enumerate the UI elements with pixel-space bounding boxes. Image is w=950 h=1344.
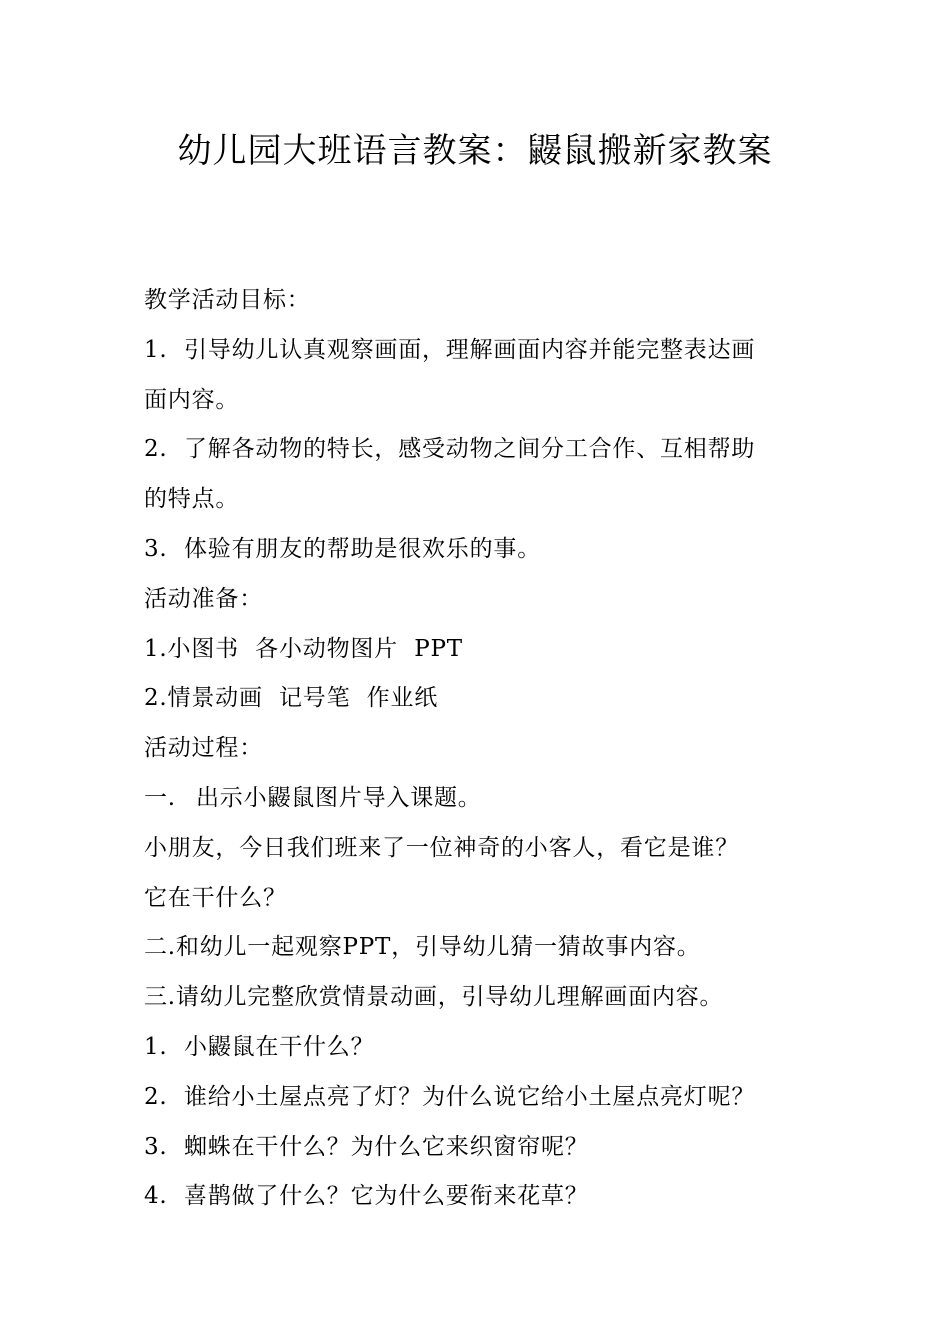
line-text: 谁给小土屋点亮了灯？为什么说它给小土屋点亮灯呢？ xyxy=(184,1083,756,1110)
line-text: 小鼹鼠在干什么？ xyxy=(184,1033,375,1060)
preparation-item-1 xyxy=(144,625,816,675)
process-step-2 xyxy=(144,923,816,973)
preparation-item-2 xyxy=(144,674,816,724)
line-text: 小朋友，今日我们班来了一位神奇的小客人，看它是谁？ xyxy=(144,834,739,861)
list-number: 1. xyxy=(144,336,168,363)
goal-item-1 xyxy=(144,326,816,376)
goal-item-2-continued xyxy=(144,475,816,525)
question-item-3 xyxy=(144,1123,816,1173)
line-text: 活动过程： xyxy=(144,735,263,762)
list-number: 1. xyxy=(144,1033,168,1060)
line-text: 它在干什么？ xyxy=(144,884,287,911)
list-number: 2. xyxy=(144,1083,168,1110)
goal-item-3 xyxy=(144,525,816,575)
goal-item-1-continued xyxy=(144,376,816,426)
section-heading-preparation xyxy=(144,575,816,625)
line-text: 出示小鼹鼠图片导入课题。 xyxy=(196,784,482,811)
line-text: 的特点。 xyxy=(144,486,240,513)
paragraph-line xyxy=(144,824,816,874)
list-number: 4. xyxy=(144,1183,168,1210)
line-text: 面内容。 xyxy=(144,386,240,413)
section-heading-goals xyxy=(144,276,816,326)
question-item-2 xyxy=(144,1073,816,1123)
line-text: 活动准备： xyxy=(144,585,263,612)
line-text: 喜鹊做了什么？它为什么要衔来花草？ xyxy=(184,1183,589,1210)
line-text: 引导幼儿认真观察画面，理解画面内容并能完整表达画 xyxy=(184,336,756,363)
process-step-3 xyxy=(144,973,816,1023)
section-heading-process xyxy=(144,724,816,774)
line-text: 教学活动目标： xyxy=(144,287,311,313)
document-title: 幼儿园大班语言教案：鼹鼠搬新家教案 xyxy=(177,131,773,171)
line-text: 了解各动物的特长，感受动物之间分工合作、互相帮助 xyxy=(184,436,756,463)
list-number: 2. xyxy=(144,436,168,463)
question-item-1 xyxy=(144,1023,816,1073)
process-step-1 xyxy=(144,774,816,824)
list-number: 3. xyxy=(144,1133,168,1160)
paragraph-line-continued xyxy=(144,874,816,924)
line-text: 体验有朋友的帮助是很欢乐的事。 xyxy=(184,535,541,562)
line-text: 蜘蛛在干什么？为什么它来织窗帘呢？ xyxy=(184,1133,589,1160)
question-item-4 xyxy=(144,1172,816,1222)
list-number: 3. xyxy=(144,535,168,562)
goal-item-2 xyxy=(144,425,816,475)
line-text: 二.和幼儿一起观察PPT，引导幼儿猜一猜故事内容。 xyxy=(144,934,701,961)
line-text: 1.小图书 各小动物图片 PPT xyxy=(144,635,463,662)
line-text: 三.请幼儿完整欣赏情景动画，引导幼儿理解画面内容。 xyxy=(144,984,724,1011)
list-number: 一. xyxy=(144,784,176,811)
document-body xyxy=(144,276,816,1222)
line-text: 2.情景动画 记号笔 作业纸 xyxy=(144,685,438,712)
